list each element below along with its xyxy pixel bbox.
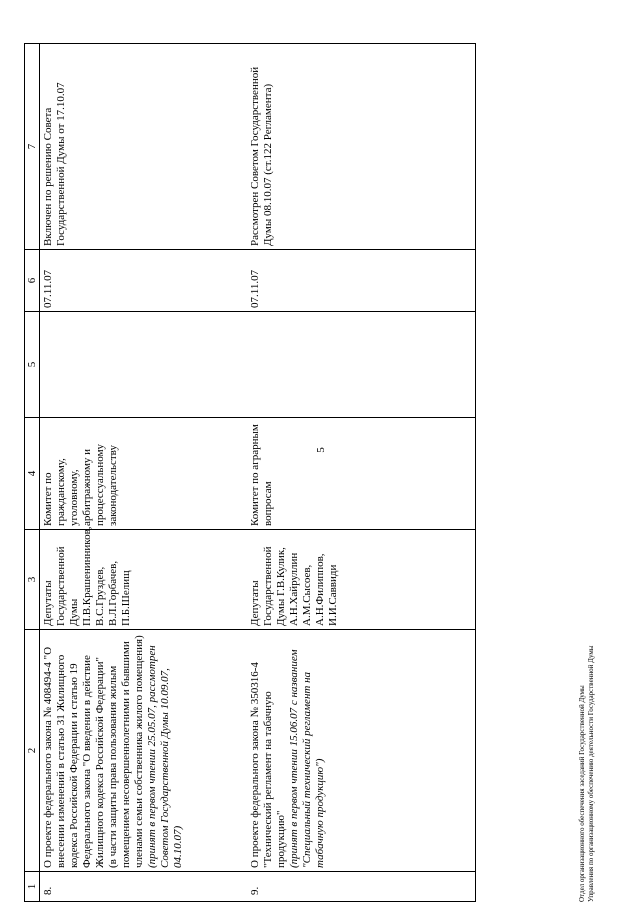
- header-cell: 6: [25, 250, 40, 312]
- row-number: 9.: [247, 872, 476, 902]
- table-row: [40, 44, 248, 902]
- bill-cell: [247, 630, 476, 872]
- table-header-row: [25, 44, 40, 902]
- bill-title: О проекте федерального закона № 408494-4 "О внесении изменений в статью 31 Жилищного кодекса Российской Федерации и статью 19 Федерального закона "О введении в действие Жилищного кодекса Российской Федерации": [42, 646, 106, 868]
- bill-cell: [40, 630, 248, 872]
- header-cell: 7: [25, 44, 40, 250]
- rotated-page: [24, 22, 616, 902]
- footer-line: Управления по организационному обеспечению деятельности Государственной Думы: [587, 645, 595, 902]
- table-row: [247, 44, 476, 902]
- bill-title: О проекте федерального закона № 350316-4 "Технический регламент на табачную продукцию": [249, 662, 287, 868]
- bill-description: (в части защиты права пользования жилым помещением несовершеннолетними и бывшими членами семьи собственника жилого помещения): [107, 635, 145, 868]
- status-cell: Включен по решению Совета Государственной Думы от 17.10.07: [40, 44, 248, 250]
- authors-cell: Депутаты Государственной Думы Г.В.Кулик, А.Н.Хайруллин А.М.Сысоев, А.Н.Филиппов, И.И.Саввиди: [247, 530, 476, 630]
- col5-cell: [247, 312, 476, 418]
- footer: [578, 646, 596, 902]
- committee-cell: Комитет по гражданскому, уголовному, арбитражному и процессуальному законодательству: [40, 418, 248, 530]
- header-cell: 2: [25, 630, 40, 872]
- agenda-table: [24, 43, 476, 902]
- status-cell: Рассмотрен Советом Государственной Думы 08.10.07 (ст.122 Регламента): [247, 44, 476, 250]
- committee-cell: Комитет по аграрным вопросам: [247, 418, 476, 530]
- document-sheet: [24, 22, 616, 902]
- date-cell: 07.11.07: [40, 250, 248, 312]
- col5-cell: [40, 312, 248, 418]
- header-cell: 4: [25, 418, 40, 530]
- date-cell: 07.11.07: [247, 250, 476, 312]
- header-cell: 3: [25, 530, 40, 630]
- row-number: 8.: [40, 872, 248, 902]
- page-number: 5: [315, 447, 327, 453]
- bill-note: (принят в первом чтении 25.05.07, рассмотрен Советом Государственной Думы 10.09.07, 04.10.07): [146, 645, 184, 868]
- header-cell: 1: [25, 872, 40, 902]
- header-cell: 5: [25, 312, 40, 418]
- authors-cell: Депутаты Государственной Думы П.В.Крашенинников, В.С.Груздев, В.Л.Горбачев, П.Б.Шелищ: [40, 530, 248, 630]
- footer-line: Отдел организационного обеспечения заседаний Государственной Думы: [578, 685, 586, 902]
- bill-note: (принят в первом чтении 15.06.07 с названием "Специальный технический регламент на табачную продукцию"): [288, 649, 326, 868]
